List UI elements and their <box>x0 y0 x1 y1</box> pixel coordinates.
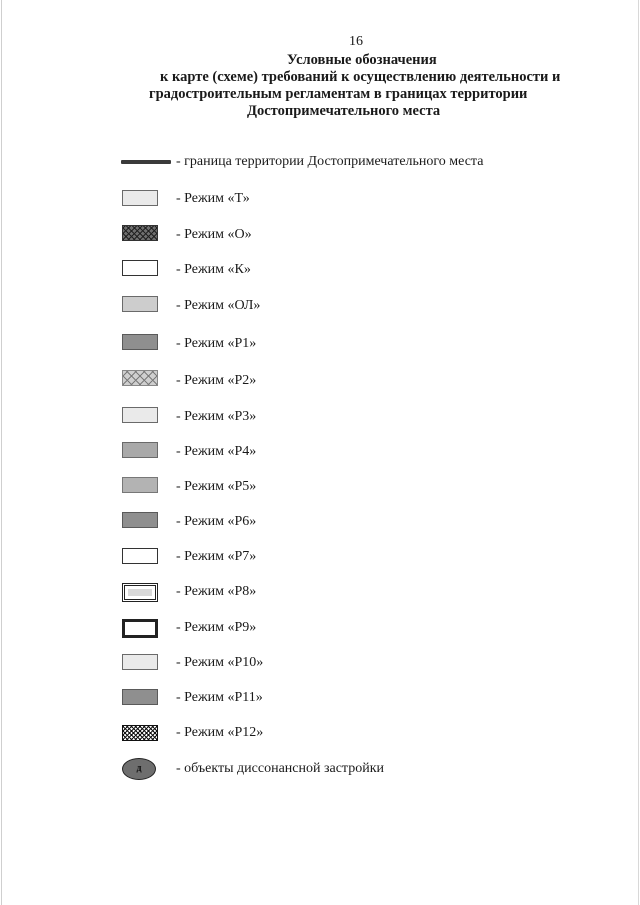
dissonant-marker-letter: д <box>136 763 142 774</box>
legend-title: Условные обозначения <box>287 52 437 68</box>
regime-r6-label: - Режим «Р6» <box>176 514 257 529</box>
regime-r7-swatch <box>122 548 158 564</box>
dissonant-label: - объекты диссонансной застройки <box>176 761 385 776</box>
regime-r8-swatch-inner <box>128 589 152 596</box>
regime-r10-label: - Режим «Р10» <box>176 655 264 670</box>
regime-r1-swatch <box>122 334 158 350</box>
regime-t-label: - Режим «Т» <box>176 191 250 206</box>
regime-ol-swatch <box>122 296 158 312</box>
regime-r5-swatch <box>122 477 158 493</box>
legend-subtitle-line: к карте (схеме) требований к осуществлению деятельности и <box>160 69 561 85</box>
regime-r4-swatch <box>122 442 158 458</box>
boundary-line-symbol <box>121 160 171 164</box>
regime-r11-swatch <box>122 689 158 705</box>
regime-r2-swatch <box>122 370 158 386</box>
page-number: 16 <box>349 34 363 49</box>
regime-r8-swatch <box>122 583 158 602</box>
dissonant-building-marker-icon <box>122 758 156 780</box>
regime-r1-label: - Режим «Р1» <box>176 336 257 351</box>
regime-k-label: - Режим «К» <box>176 262 251 277</box>
regime-r5-label: - Режим «Р5» <box>176 479 257 494</box>
boundary-label: - граница территории Достопримечательного места <box>176 154 484 169</box>
regime-r12-swatch <box>122 725 158 741</box>
regime-r4-label: - Режим «Р4» <box>176 444 257 459</box>
regime-r12-label: - Режим «Р12» <box>176 725 264 740</box>
regime-r7-label: - Режим «Р7» <box>176 549 257 564</box>
page-edge <box>638 0 639 905</box>
regime-k-swatch <box>122 260 158 276</box>
legend-subtitle-line: градостроительным регламентам в границах территории <box>149 86 528 102</box>
page-edge <box>1 0 2 905</box>
regime-r9-label: - Режим «Р9» <box>176 620 257 635</box>
regime-o-label: - Режим «О» <box>176 227 252 242</box>
regime-r2-label: - Режим «Р2» <box>176 373 257 388</box>
regime-r3-swatch <box>122 407 158 423</box>
regime-r10-swatch <box>122 654 158 670</box>
regime-r9-swatch <box>122 619 158 638</box>
regime-r11-label: - Режим «Р11» <box>176 690 263 705</box>
regime-t-swatch <box>122 190 158 206</box>
regime-r8-label: - Режим «Р8» <box>176 584 257 599</box>
regime-r6-swatch <box>122 512 158 528</box>
regime-o-swatch <box>122 225 158 241</box>
legend-subtitle-line: Достопримечательного места <box>247 103 441 119</box>
regime-r3-label: - Режим «Р3» <box>176 409 257 424</box>
regime-ol-label: - Режим «ОЛ» <box>176 298 261 313</box>
